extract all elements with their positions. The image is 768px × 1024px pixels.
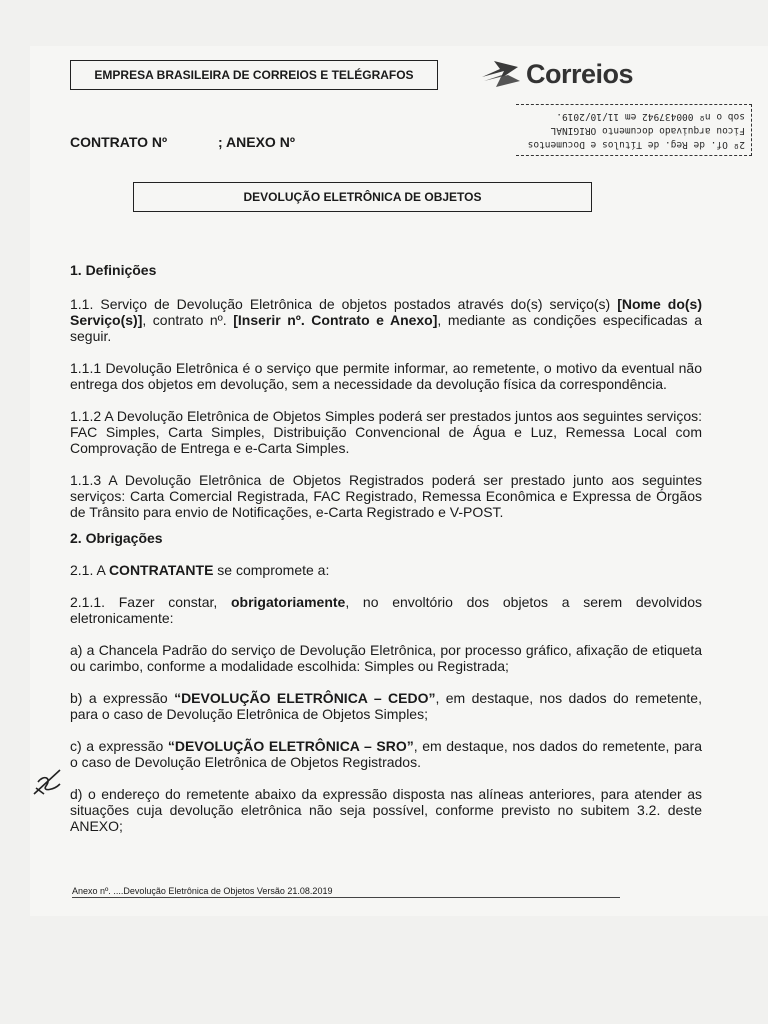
item-b — [70, 690, 702, 722]
document-body — [70, 262, 702, 850]
stamp-line: Ficou arquivado documento ORIGINAL — [550, 125, 745, 136]
text-bold: CONTRATANTE — [108, 562, 214, 578]
text: , mediante as condições especificadas a seguir. — [70, 312, 702, 344]
text: , no envoltório dos objetos a serem devolvidos eletronicamente: — [70, 594, 702, 626]
text: b) a expressão — [70, 690, 175, 706]
paragraph-2-1 — [70, 562, 702, 578]
text: , contrato nº. — [142, 312, 234, 328]
document-title: DEVOLUÇÃO ELETRÔNICA DE OBJETOS — [243, 190, 482, 204]
paragraph-2-1-1 — [70, 594, 702, 626]
correios-logo — [478, 54, 658, 94]
item-c — [70, 738, 702, 770]
text: 2.1.1. Fazer constar, — [70, 594, 231, 610]
text: c) a expressão — [70, 738, 168, 754]
contract-label: CONTRATO Nº — [70, 134, 168, 150]
text-bold: “DEVOLUÇÃO ELETRÔNICA – CEDO” — [174, 690, 436, 706]
text: se compromete a: — [213, 562, 330, 578]
item-a: a) a Chancela Padrão do serviço de Devolução Eletrônica, por processo gráfico, afixação de etiqueta ou carimbo, conforme a modalidade escolhida: Simples ou Registrada; — [70, 642, 702, 674]
paragraph-1-1-3: 1.1.3 A Devolução Eletrônica de Objetos Registrados poderá ser prestado junto aos seguintes serviços: Carta Comercial Registrada, FAC Registrado, Remessa Econômica e Expressa de Órgãos de Trânsito para envio de Notificações, e-Carta Registrado e V-POST. — [70, 472, 702, 520]
paragraph-1-1-1: 1.1.1 Devolução Eletrônica é o serviço que permite informar, ao remetente, o motivo da eventual não entrega dos objetos em devolução, sem a necessidade da devolução física da correspondência. — [70, 360, 702, 392]
text: 2.1. A — [70, 562, 109, 578]
company-name: EMPRESA BRASILEIRA DE CORREIOS E TELÉGRAFOS — [94, 68, 414, 82]
text: , em destaque, nos dados do remetente, para o caso de Devolução Eletrônica de Objetos Simples; — [70, 690, 702, 722]
stamp-line: 2º Of. de Reg. de Títulos e Documentos — [527, 139, 745, 150]
company-name-box — [70, 60, 438, 90]
service-name-placeholder: [Nome do(s) Serviço(s)] — [70, 296, 702, 328]
signature-initials-icon — [30, 764, 66, 800]
paragraph-1-1 — [70, 296, 702, 344]
section-heading-obligations: 2. Obrigações — [70, 530, 163, 546]
item-d: d) o endereço do remetente abaixo da expressão disposta nas alíneas anteriores, para atender as situações cuja devolução eletrônica não seja possível, conforme previsto no subitem 3.2. deste ANEXO; — [70, 786, 702, 834]
document-title-box — [133, 182, 592, 212]
correios-logo-text: Correios — [526, 58, 634, 89]
text-bold: “DEVOLUÇÃO ELETRÔNICA – SRO” — [167, 738, 414, 754]
section-heading-definitions: 1. Definições — [70, 262, 157, 278]
page-footer: Anexo nº. ....Devolução Eletrônica de Objetos Versão 21.08.2019 — [72, 886, 620, 898]
correios-logo-icon — [478, 57, 524, 91]
contract-line — [70, 134, 295, 150]
text: , em destaque, nos dados do remetente, para o caso de Devolução Eletrônica de Objetos Registrados. — [70, 738, 702, 770]
text-bold: obrigatoriamente — [230, 594, 346, 610]
registry-stamp — [516, 104, 752, 156]
stamp-line: sob o nº 000437942 em 11/10/2019. — [556, 111, 745, 122]
text: 1.1. Serviço de Devolução Eletrônica de objetos postados através do(s) serviço(s) — [70, 296, 618, 312]
paragraph-1-1-2: 1.1.2 A Devolução Eletrônica de Objetos Simples poderá ser prestados juntos aos seguintes serviços: FAC Simples, Carta Simples, Distribuição Convencional de Água e Luz, Remessa Local com Comprovação de Entrega e e-Carta Simples. — [70, 408, 702, 456]
contract-number-placeholder: [Inserir nº. Contrato e Anexo] — [233, 312, 438, 328]
annex-label: ; ANEXO Nº — [218, 134, 295, 150]
